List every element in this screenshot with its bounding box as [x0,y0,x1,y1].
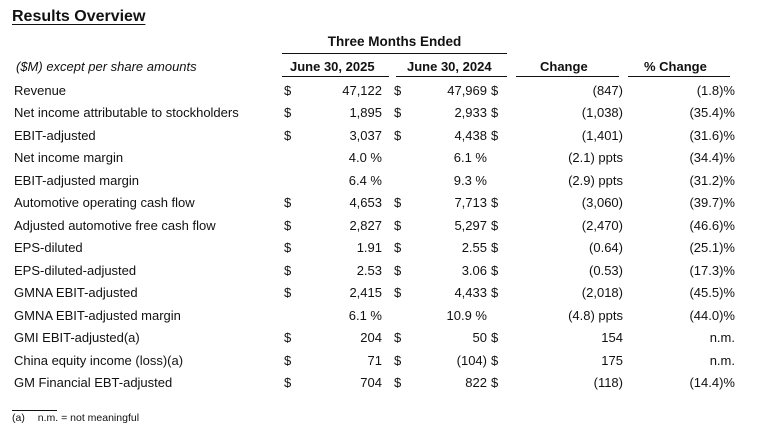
currency-2024: $ [394,82,402,98]
value-pct-change: n.m. [709,330,735,346]
col-header-2024: June 30, 2024 [407,59,492,74]
currency-change: $ [491,240,499,256]
currency-2025 [284,304,304,327]
value-pct-change: (35.4)% [689,105,735,121]
currency-2025: $ [284,262,292,278]
table-row [14,124,735,147]
value-2024: 47,969 [447,82,487,98]
currency-2024: $ [394,285,402,301]
currency-2024: $ [394,330,402,346]
value-2024: 822 [465,375,487,391]
value-change: (847) [592,82,623,98]
value-pct-change: (17.3)% [689,262,735,278]
value-pct-change: n.m. [709,352,735,368]
footnote [12,412,139,424]
currency-2025: $ [284,217,292,233]
currency-2024: $ [394,217,402,233]
header-rule-change [516,76,619,77]
currency-change: $ [491,127,499,143]
value-2024: 6.1 % [453,150,487,166]
col-header-change: Change [540,59,588,74]
value-2025: 2.53 [356,262,382,278]
currency-change: $ [491,105,499,121]
currency-change: $ [491,352,499,368]
value-2025: 1,895 [349,105,382,121]
value-change: (3,060) [581,195,623,211]
row-label: China equity income (loss)(a) [14,352,184,368]
value-2025: 6.4 % [348,172,382,188]
header-rule-2024 [396,76,507,77]
value-change: (118) [593,375,623,391]
currency-change: $ [491,195,499,211]
col-header-2025: June 30, 2025 [290,59,375,74]
table-row [14,259,735,282]
currency-change: $ [491,262,499,278]
value-change: (1,038) [581,105,623,121]
currency-2025 [284,169,304,192]
value-2025: 4.0 % [348,150,382,166]
value-2025: 47,122 [342,82,382,98]
footnote-rule [12,410,57,411]
value-change: (2,018) [581,285,623,301]
three-months-header: Three Months Ended [327,34,462,49]
value-change: (1,401) [581,127,623,143]
value-change: (4.8) ppts [568,307,623,323]
value-change: (0.53) [589,262,623,278]
currency-2024 [394,147,414,170]
value-pct-change: (1.8)% [696,82,735,98]
currency-2024: $ [394,127,402,143]
row-label: EBIT-adjusted [14,127,96,143]
row-label: EPS-diluted-adjusted [14,262,137,278]
currency-2025: $ [284,352,292,368]
value-2024: 50 [472,330,487,346]
currency-change: $ [491,217,499,233]
group-header-rule [282,53,507,54]
currency-2024: $ [394,105,402,121]
value-pct-change: (25.1)% [689,240,735,256]
currency-change [491,169,511,192]
value-2024: 5,297 [454,217,487,233]
value-2025: 4,653 [349,195,382,211]
value-2025: 704 [360,375,382,391]
row-label: EPS-diluted [14,240,83,256]
value-2024: 9.3 % [453,172,487,188]
currency-2025: $ [284,105,292,121]
currency-2024: $ [394,375,402,391]
currency-2024 [394,169,414,192]
table-row [14,192,735,215]
value-2024: 3.06 [461,262,487,278]
currency-2025: $ [284,127,292,143]
table-row [14,214,735,237]
currency-change: $ [491,285,499,301]
currency-2025: $ [284,240,292,256]
value-pct-change: (14.4)% [689,375,735,391]
table-row [14,304,735,327]
header-rule-pct [628,76,730,77]
value-change: (2.1) ppts [568,150,623,166]
row-label: GMNA EBIT-adjusted margin [14,307,181,323]
footnote-text: n.m. = not meaningful [37,412,140,424]
currency-2025: $ [284,330,292,346]
value-change: (2,470) [581,217,623,233]
row-label: EBIT-adjusted margin [14,172,140,188]
value-2024: 10.9 % [446,307,487,323]
value-2025: 6.1 % [348,307,382,323]
currency-2025: $ [284,195,292,211]
value-2025: 1.91 [356,240,382,256]
value-2024: 7,713 [454,195,487,211]
table-row [14,372,735,395]
currency-change: $ [491,330,499,346]
value-change: (0.64) [589,240,623,256]
value-pct-change: (44.0)% [689,307,735,323]
value-pct-change: (31.6)% [689,127,735,143]
value-change: (2.9) ppts [568,172,623,188]
value-pct-change: (39.7)% [689,195,735,211]
currency-change [491,147,511,170]
value-2025: 71 [367,352,382,368]
currency-2024: $ [394,352,402,368]
row-label: Revenue [14,82,67,98]
table-row [14,79,735,102]
currency-2025 [284,147,304,170]
value-2024: 4,438 [454,127,487,143]
row-label: GM Financial EBT-adjusted [14,375,173,391]
table-row [14,349,735,372]
header-rule-2025 [282,76,389,77]
col-header-pct-change: % Change [644,59,707,74]
table-row [14,147,735,170]
value-pct-change: (45.5)% [689,285,735,301]
value-2025: 3,037 [349,127,382,143]
row-label: GMI EBIT-adjusted(a) [14,330,140,346]
value-pct-change: (34.4)% [689,150,735,166]
currency-2025: $ [284,375,292,391]
table-row [14,327,735,350]
value-2024: 2,933 [454,105,487,121]
row-label: Automotive operating cash flow [14,195,195,211]
value-2024: (104) [456,352,487,368]
value-change: 175 [601,352,623,368]
currency-change [491,304,511,327]
value-pct-change: (31.2)% [689,172,735,188]
currency-2025: $ [284,82,292,98]
value-2025: 2,415 [349,285,382,301]
value-2024: 2.55 [461,240,487,256]
currency-change: $ [491,82,499,98]
table-row [14,282,735,305]
value-2025: 204 [360,330,382,346]
table-row [14,102,735,125]
currency-2024: $ [394,262,402,278]
results-table [14,79,735,394]
page-title: Results Overview [12,8,146,25]
table-row [14,169,735,192]
row-label: Net income attributable to stockholders [14,105,239,121]
value-pct-change: (46.6)% [689,217,735,233]
value-2025: 2,827 [349,217,382,233]
value-change: 154 [601,330,623,346]
table-row [14,237,735,260]
currency-2024: $ [394,240,402,256]
currency-2025: $ [284,285,292,301]
currency-2024: $ [394,195,402,211]
units-caption: ($M) except per share amounts [16,59,197,74]
currency-change: $ [491,375,499,391]
row-label: Net income margin [14,150,124,166]
row-label: Adjusted automotive free cash flow [14,217,216,233]
row-label: GMNA EBIT-adjusted [14,285,138,301]
currency-2024 [394,304,414,327]
footnote-marker: (a) [12,412,25,424]
value-2024: 4,433 [454,285,487,301]
